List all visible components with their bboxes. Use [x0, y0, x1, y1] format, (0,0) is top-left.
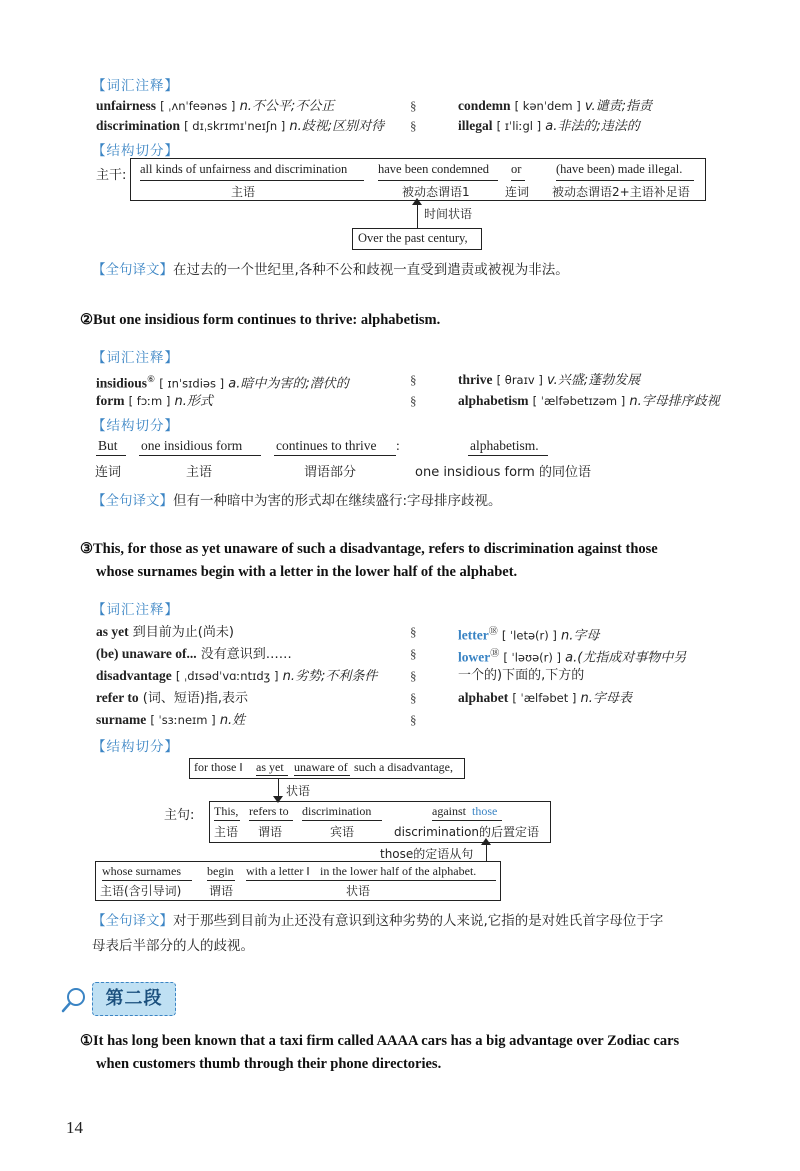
vocab-entry: alphabet [ ˈælfəbet ] n.字母表 — [458, 690, 632, 706]
seg-predicate1: have been condemned — [378, 162, 490, 176]
adverbial-text: Over the past century, — [358, 231, 468, 245]
seg-or: or — [511, 162, 522, 176]
divider: § — [410, 646, 417, 661]
divider: § — [410, 98, 417, 113]
vocab-entry: insidious⑥ [ ɪnˈsɪdiəs ] a.暗中为害的;潜伏的 — [96, 375, 349, 392]
divider: § — [410, 118, 417, 133]
divider: § — [410, 393, 417, 408]
seg-whose: whose surnames — [102, 864, 181, 878]
seg-unaware: unaware of — [294, 760, 348, 774]
structure-tag: 【结构切分】 — [92, 143, 179, 159]
seg-for-those: for those ‖ — [194, 760, 243, 774]
vocab-entry: thrive [ θraɪv ] v.兴盛;蓬勃发展 — [458, 372, 641, 388]
vocab-tag: 【词汇注释】 — [92, 602, 179, 618]
sentence-3-cont: whose surnames begin with a letter in the lower half of the alphabet. — [96, 564, 518, 580]
vocab-entry: surname [ ˈsɜːneɪm ] n.姓 — [96, 712, 246, 728]
label-predicate: 谓语 — [209, 884, 234, 898]
seg-this: This, — [214, 804, 239, 818]
vocab-entry: condemn [ kənˈdem ] v.谴责;指责 — [458, 98, 652, 114]
divider: § — [410, 712, 417, 727]
translation-cont: 母表后半部分的人的歧视。 — [92, 938, 254, 954]
main-clause-label: 主句: — [164, 808, 195, 823]
vocab-entry: discrimination [ dɪˌskrɪmɪˈneɪʃn ] n.歧视;区别对待 — [96, 118, 385, 134]
vocab-entry: letter⑱ [ ˈletə(r) ] n.字母 — [458, 627, 600, 644]
divider: § — [410, 690, 417, 705]
vocab-entry: unfairness [ ˌʌnˈfeənəs ] n.不公平;不公正 — [96, 98, 335, 114]
seg-against: against — [432, 804, 466, 818]
section-title: 第二段 — [92, 982, 176, 1016]
label-predicate: 谓语 — [258, 825, 283, 839]
structure-tag: 【结构切分】 — [92, 418, 179, 434]
label-appositive: one insidious form 的同位语 — [415, 465, 591, 480]
seg-refers: refers to — [249, 804, 289, 818]
adverbial-label: 状语 — [286, 784, 311, 798]
label-subject: 主语 — [214, 825, 239, 839]
label-predicate1: 被动态谓语1 — [402, 185, 470, 199]
vocab-tag: 【词汇注释】 — [92, 350, 179, 366]
seg-but: But — [98, 438, 118, 453]
sentence-4: ①It has long been known that a taxi firm called AAAA cars has a big advantage over Zodiac cars — [80, 1033, 680, 1049]
seg-as-yet: as yet — [256, 760, 284, 774]
label-adverbial: 状语 — [346, 884, 371, 898]
arrow — [486, 842, 487, 862]
seg-those: those — [472, 804, 498, 818]
divider: § — [410, 668, 417, 683]
vocab-entry: as yet 到目前为止(尚未) — [96, 624, 234, 640]
label-object: 宾语 — [330, 825, 355, 839]
seg-appositive: alphabetism. — [470, 438, 539, 453]
seg-lower-half: in the lower half of the alphabet. — [320, 864, 477, 878]
seg-begin: begin — [207, 864, 234, 878]
label-predicate: 谓语部分 — [304, 465, 357, 480]
vocab-entry: form [ fɔːm ] n.形式 — [96, 393, 213, 409]
translation: 【全句译文】对于那些到目前为止还没有意识到这种劣势的人来说,它指的是对姓氏首字母位于字 — [92, 913, 664, 929]
label-subject: 主语 — [186, 465, 213, 480]
vocab-entry: refer to (词、短语)指,表示 — [96, 690, 249, 706]
translation: 【全句译文】在过去的一个世纪里,各种不公和歧视一直受到遣责或被视为非法。 — [92, 262, 569, 278]
page-number: 14 — [66, 1118, 83, 1137]
seg-predicate2: (have been) made illegal. — [556, 162, 683, 176]
sentence-4-cont: when customers thumb through their phone directories. — [96, 1056, 442, 1072]
vocab-entry: (be) unaware of... 没有意识到…… — [96, 646, 292, 662]
vocab-tag: 【词汇注释】 — [92, 78, 179, 94]
sentence-2: ②But one insidious form continues to thrive: alphabetism. — [80, 312, 441, 328]
vocab-entry: lower⑱ [ ˈləʊə(r) ] a.(尤指成对事物中另 — [458, 649, 687, 666]
divider: § — [410, 624, 417, 639]
relative-clause-label: those的定语从句 — [380, 847, 474, 861]
sentence-3: ③This, for those as yet unaware of such a disadvantage, refers to discrimination against those — [80, 541, 658, 557]
translation: 【全句译文】但有一种暗中为害的形式却在继续盛行:字母排序歧视。 — [92, 493, 502, 509]
divider: § — [410, 372, 417, 387]
adverbial-label: 时间状语 — [424, 207, 473, 221]
label-predicate2: 被动态谓语2+主语补足语 — [552, 185, 690, 199]
structure-tag: 【结构切分】 — [92, 739, 179, 755]
magnifier-icon — [60, 986, 88, 1018]
seg-predicate: continues to thrive — [276, 438, 377, 453]
vocab-entry: illegal [ ɪˈliːgl ] a.非法的;违法的 — [458, 118, 640, 134]
label-subject: 主语 — [231, 185, 256, 199]
vocab-entry-cont: 一个的)下面的,下方的 — [458, 668, 585, 683]
main-clause-label: 主干: — [96, 168, 127, 183]
seg-subject: all kinds of unfairness and discrimination — [140, 162, 348, 176]
seg-disadvantage: such a disadvantage, — [354, 760, 453, 774]
label-conj: 连词 — [95, 465, 122, 480]
label-conj: 连词 — [505, 185, 530, 199]
vocab-entry: alphabetism [ ˈælfəbetɪzəm ] n.字母排序歧视 — [458, 393, 720, 409]
label-postmodifier: discrimination的后置定语 — [394, 825, 540, 839]
arrow — [278, 778, 279, 798]
seg-subject: one insidious form — [141, 438, 243, 453]
seg-with-letter: with a letter ‖ — [246, 864, 310, 878]
seg-colon: : — [396, 438, 400, 453]
label-subject: 主语(含引导词) — [100, 884, 182, 898]
vocab-entry: disadvantage [ ˌdɪsədˈvɑːntɪdʒ ] n.劣势;不利条件 — [96, 668, 378, 684]
seg-discrimination: discrimination — [302, 804, 372, 818]
